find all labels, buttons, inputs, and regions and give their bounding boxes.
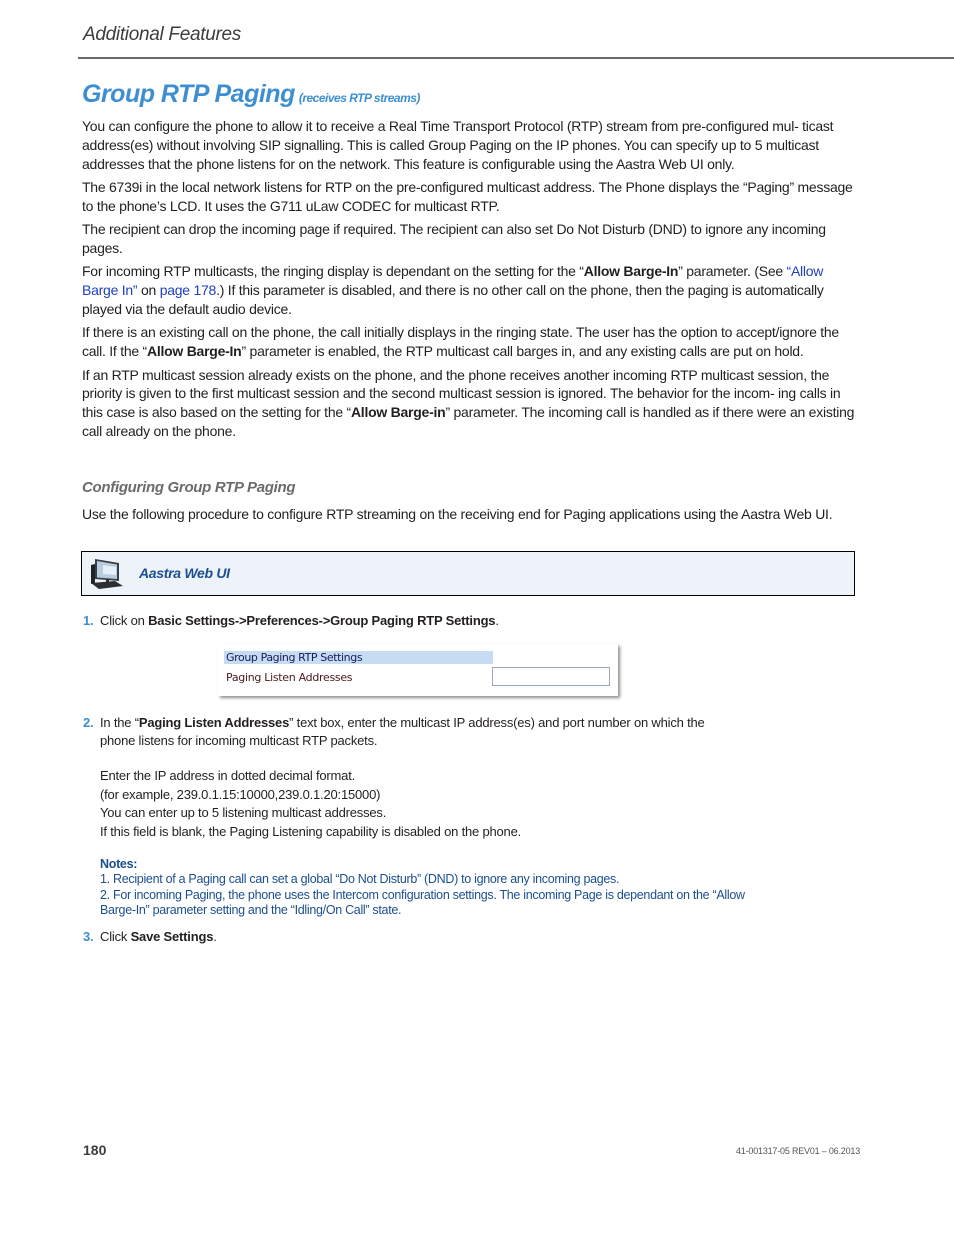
text: on xyxy=(137,282,160,299)
step-number: 3. xyxy=(83,929,94,944)
text: If there is an existing call on the phone, the call initially displays in the ringing state. The user has the option to accept/ignore the call. If the “ xyxy=(82,324,839,360)
section-title xyxy=(82,80,420,109)
step-2 xyxy=(83,714,743,750)
subsection-heading: Configuring Group RTP Paging xyxy=(82,479,296,496)
paragraph-2: The 6739i in the local network listens for RTP on the pre-configured multicast address. The Phone displays the “Paging” message to the phone’s LCD. It uses the G711 uLaw CODEC for multicast RTP. xyxy=(82,178,853,214)
menu-path: Basic Settings->Preferences->Group Paging RTP Settings xyxy=(148,613,496,628)
aastra-web-ui-callout xyxy=(81,551,855,596)
page-number: 180 xyxy=(83,1142,107,1158)
computer-monitor-icon xyxy=(89,557,127,591)
bold-term: Allow Barge-In xyxy=(146,343,242,360)
notes-block xyxy=(100,857,750,918)
text: ” parameter. (See xyxy=(678,263,787,280)
text: For incoming RTP multicasts, the ringing display is dependant on the setting for the “ xyxy=(82,263,584,280)
text: .) If this parameter is disabled, and there is no other call on the phone, then the paging is automatically played via the default audio device. xyxy=(82,282,824,317)
section-subtitle: (receives RTP streams) xyxy=(298,91,420,105)
settings-section-header: Group Paging RTP Settings xyxy=(224,651,493,664)
callout-label: Aastra Web UI xyxy=(139,565,230,581)
step-number: 1. xyxy=(83,613,94,628)
field-name: Paging Listen Addresses xyxy=(138,715,290,730)
step-number: 2. xyxy=(83,715,94,730)
step-2-details xyxy=(100,767,521,841)
paragraph-4 xyxy=(82,262,860,318)
paragraph-3: The recipient can drop the incoming page if required. The recipient can also set Do Not Disturb (DND) to ignore any incoming pages. xyxy=(82,221,826,256)
detail-line: Enter the IP address in dotted decimal format. xyxy=(100,768,356,783)
step-3 xyxy=(83,928,217,946)
notes-heading: Notes: xyxy=(100,857,138,871)
text: . xyxy=(213,929,217,944)
text: ” text box, enter the multicast IP address(es) and port number on which the phone listens for incoming multicast RTP packets. xyxy=(100,715,705,748)
paging-listen-addresses-input[interactable] xyxy=(492,667,610,686)
bold-term: Allow Barge-in xyxy=(350,404,446,421)
detail-line: If this field is blank, the Paging Listening capability is disabled on the phone. xyxy=(100,823,522,839)
text: If an RTP multicast session already exists on the phone, and the phone receives another incoming RTP multicast session, the priority is given to the first multicast session and the second multicast session is ignored. The behavior for the incom- ing calls in this case is also based on the setting for the “ xyxy=(82,366,841,421)
text: ” parameter. The incoming call is handled as if there were an existing call already on the phone. xyxy=(82,404,855,439)
allow-barge-in-link[interactable]: “Allow Barge In” xyxy=(82,263,824,299)
web-ui-screenshot xyxy=(218,644,618,696)
paging-listen-addresses-label: Paging Listen Addresses xyxy=(226,671,353,684)
detail-line: You can enter up to 5 listening multicast addresses. xyxy=(100,805,387,820)
paragraph-5 xyxy=(82,323,860,361)
text: Click xyxy=(100,929,131,944)
running-header: Additional Features xyxy=(83,24,242,45)
button-name: Save Settings xyxy=(130,929,214,944)
bold-term: Allow Barge-In xyxy=(583,263,679,280)
note-item: 1. Recipient of a Paging call can set a global “Do Not Disturb” (DND) to ignore any incoming pages. xyxy=(100,872,620,887)
header-divider xyxy=(78,57,954,59)
intro-body xyxy=(82,117,860,445)
section-title-text: Group RTP Paging xyxy=(82,80,295,108)
detail-line: (for example, 239.0.1.15:10000,239.0.1.20:15000) xyxy=(100,786,381,802)
step-1 xyxy=(83,612,499,630)
text: . xyxy=(495,613,499,628)
paragraph-6 xyxy=(82,366,860,441)
configuring-intro: Use the following procedure to configure RTP streaming on the receiving end for Paging applications using the Aastra Web UI. xyxy=(82,506,833,522)
paragraph-1: You can configure the phone to allow it to receive a Real Time Transport Protocol (RTP) stream from pre-configured mul- ticast address(es) without involving SIP signalling. This is called Group Paging on the IP phones. You can specify up to 5 multicast addresses that the phone listens for on the network. This feature is configurable using the Aastra Web UI only. xyxy=(82,118,834,172)
text: Click on xyxy=(100,613,149,628)
text: ” parameter is enabled, the RTP multicast call barges in, and any existing calls are put on hold. xyxy=(241,343,804,360)
page-178-link[interactable]: page 178 xyxy=(159,282,217,299)
note-item: 2. For incoming Paging, the phone uses the Intercom configuration settings. The incoming Page is dependant on the “Allow Barge-In” parameter setting and the “Idling/On Call” state. xyxy=(100,887,745,917)
text: In the “ xyxy=(100,715,139,730)
document-id: 41-001317-05 REV01 – 06.2013 xyxy=(736,1146,861,1156)
